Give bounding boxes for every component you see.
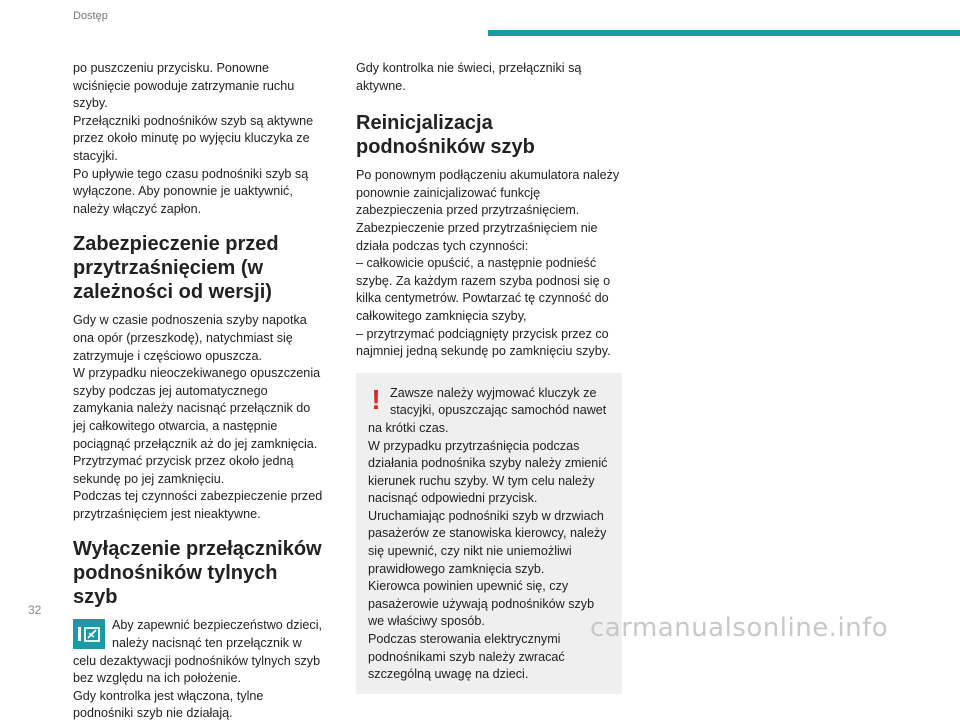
section-heading-rear-window-lock: Wyłączenie przełączników podnośników tylnych szyb — [73, 538, 322, 609]
watermark: carmanualsonline.info — [590, 613, 889, 643]
section-heading-reinitialization: Reinicjalizacja podnośników szyb — [356, 112, 535, 159]
body-paragraph: – przytrzymać podciągnięty przycisk przez co najmniej jedną sekundę po zamknięciu szyby. — [356, 326, 611, 359]
warning-paragraph: Podczas sterowania elektrycznymi podnośnikami szyb należy zwracać szczególną uwagę na dzieci. — [368, 632, 565, 682]
child-lock-block — [73, 617, 325, 687]
body-paragraph: Gdy w czasie podnoszenia szyby napotka ona opór (przeszkodę), natychmiast się zatrzymuje i częściowo opuszcza. — [73, 313, 307, 363]
warning-box — [356, 373, 622, 694]
intro-paragraph: Po upływie tego czasu podnośniki szyb są wyłączone. Aby ponownie je uaktywnić, należy włączyć zapłon. — [73, 166, 309, 216]
warning-paragraph: W przypadku przytrzaśnięcia podczas działania podnośnika szyby należy zmienić kierunek ruchu szyby. W tym celu należy nacisnąć odpowiedni przycisk. — [368, 438, 608, 506]
warning-paragraph: Kierowca powinien upewnić się, czy pasażerowie używają podnośników szyb we właściwy sposób. — [368, 579, 595, 629]
body-paragraph: Po ponownym podłączeniu akumulatora należy ponownie zainicjalizować funkcję zabezpieczenia przed przytrzaśnięciem. — [356, 168, 620, 218]
right-column — [356, 60, 622, 694]
intro-paragraph: Przełączniki podnośników szyb są aktywne przez około minutę po wyjęciu kluczyka ze stacyjki. — [73, 113, 314, 163]
page-number: 32 — [28, 603, 42, 617]
body-paragraph: Podczas tej czynności zabezpieczenie przed przytrzaśnięciem jest nieaktywne. — [73, 489, 323, 521]
section-label: Dostęp — [73, 10, 108, 22]
warning-exclamation-icon: ! — [371, 383, 381, 415]
child-lock-window-icon — [73, 619, 105, 649]
body-paragraph: – całkowicie opuścić, a następnie podnieść szybę. Za każdym razem szyba podnosi się o kilka centymetrów. Powtarzać tę czynność do całkowitego zamknięcia szyby, — [356, 256, 611, 323]
accent-bar — [488, 30, 960, 36]
body-paragraph: Aby zapewnić bezpieczeństwo dzieci, należy nacisnąć ten przełącznik w celu dezaktywacji podnośników tylnych szyb bez względu na ich położenie. — [73, 618, 323, 686]
left-column — [73, 60, 325, 723]
warning-paragraph: Zawsze należy wyjmować kluczyk ze stacyjki, opuszczając samochód nawet na krótki czas. — [368, 385, 607, 435]
intro-paragraph: po puszczeniu przycisku. Ponowne wciśnięcie powoduje zatrzymanie ruchu szyby. — [73, 61, 295, 111]
body-paragraph: Zabezpieczenie przed przytrzaśnięciem nie działa podczas tych czynności: — [356, 220, 598, 253]
body-paragraph: W przypadku nieoczekiwanego opuszczenia szyby podczas jej automatycznego zamykania należy nacisnąć przełącznik do jej całkowitego otwarcia, a następnie pociągnąć przełącznik aż do jej zamknięcia. Przytrzymać przycisk przez około jedną sekundę po jej zamknięciu. — [73, 366, 321, 486]
section-heading-anti-pinch: Zabezpieczenie przed przytrzaśnięciem (w zależności od wersji) — [73, 233, 279, 304]
warning-paragraph: Uruchamiając podnośniki szyb w drzwiach pasażerów ze stanowiska kierowcy, należy się upewnić, czy nikt nie uniemożliwi prawidłowego zamknięcia szyb. — [368, 508, 607, 576]
intro-paragraph: Gdy kontrolka nie świeci, przełączniki są aktywne. — [356, 61, 582, 93]
body-paragraph: Gdy kontrolka jest włączona, tylne podnośniki szyb nie działają. — [73, 688, 264, 721]
